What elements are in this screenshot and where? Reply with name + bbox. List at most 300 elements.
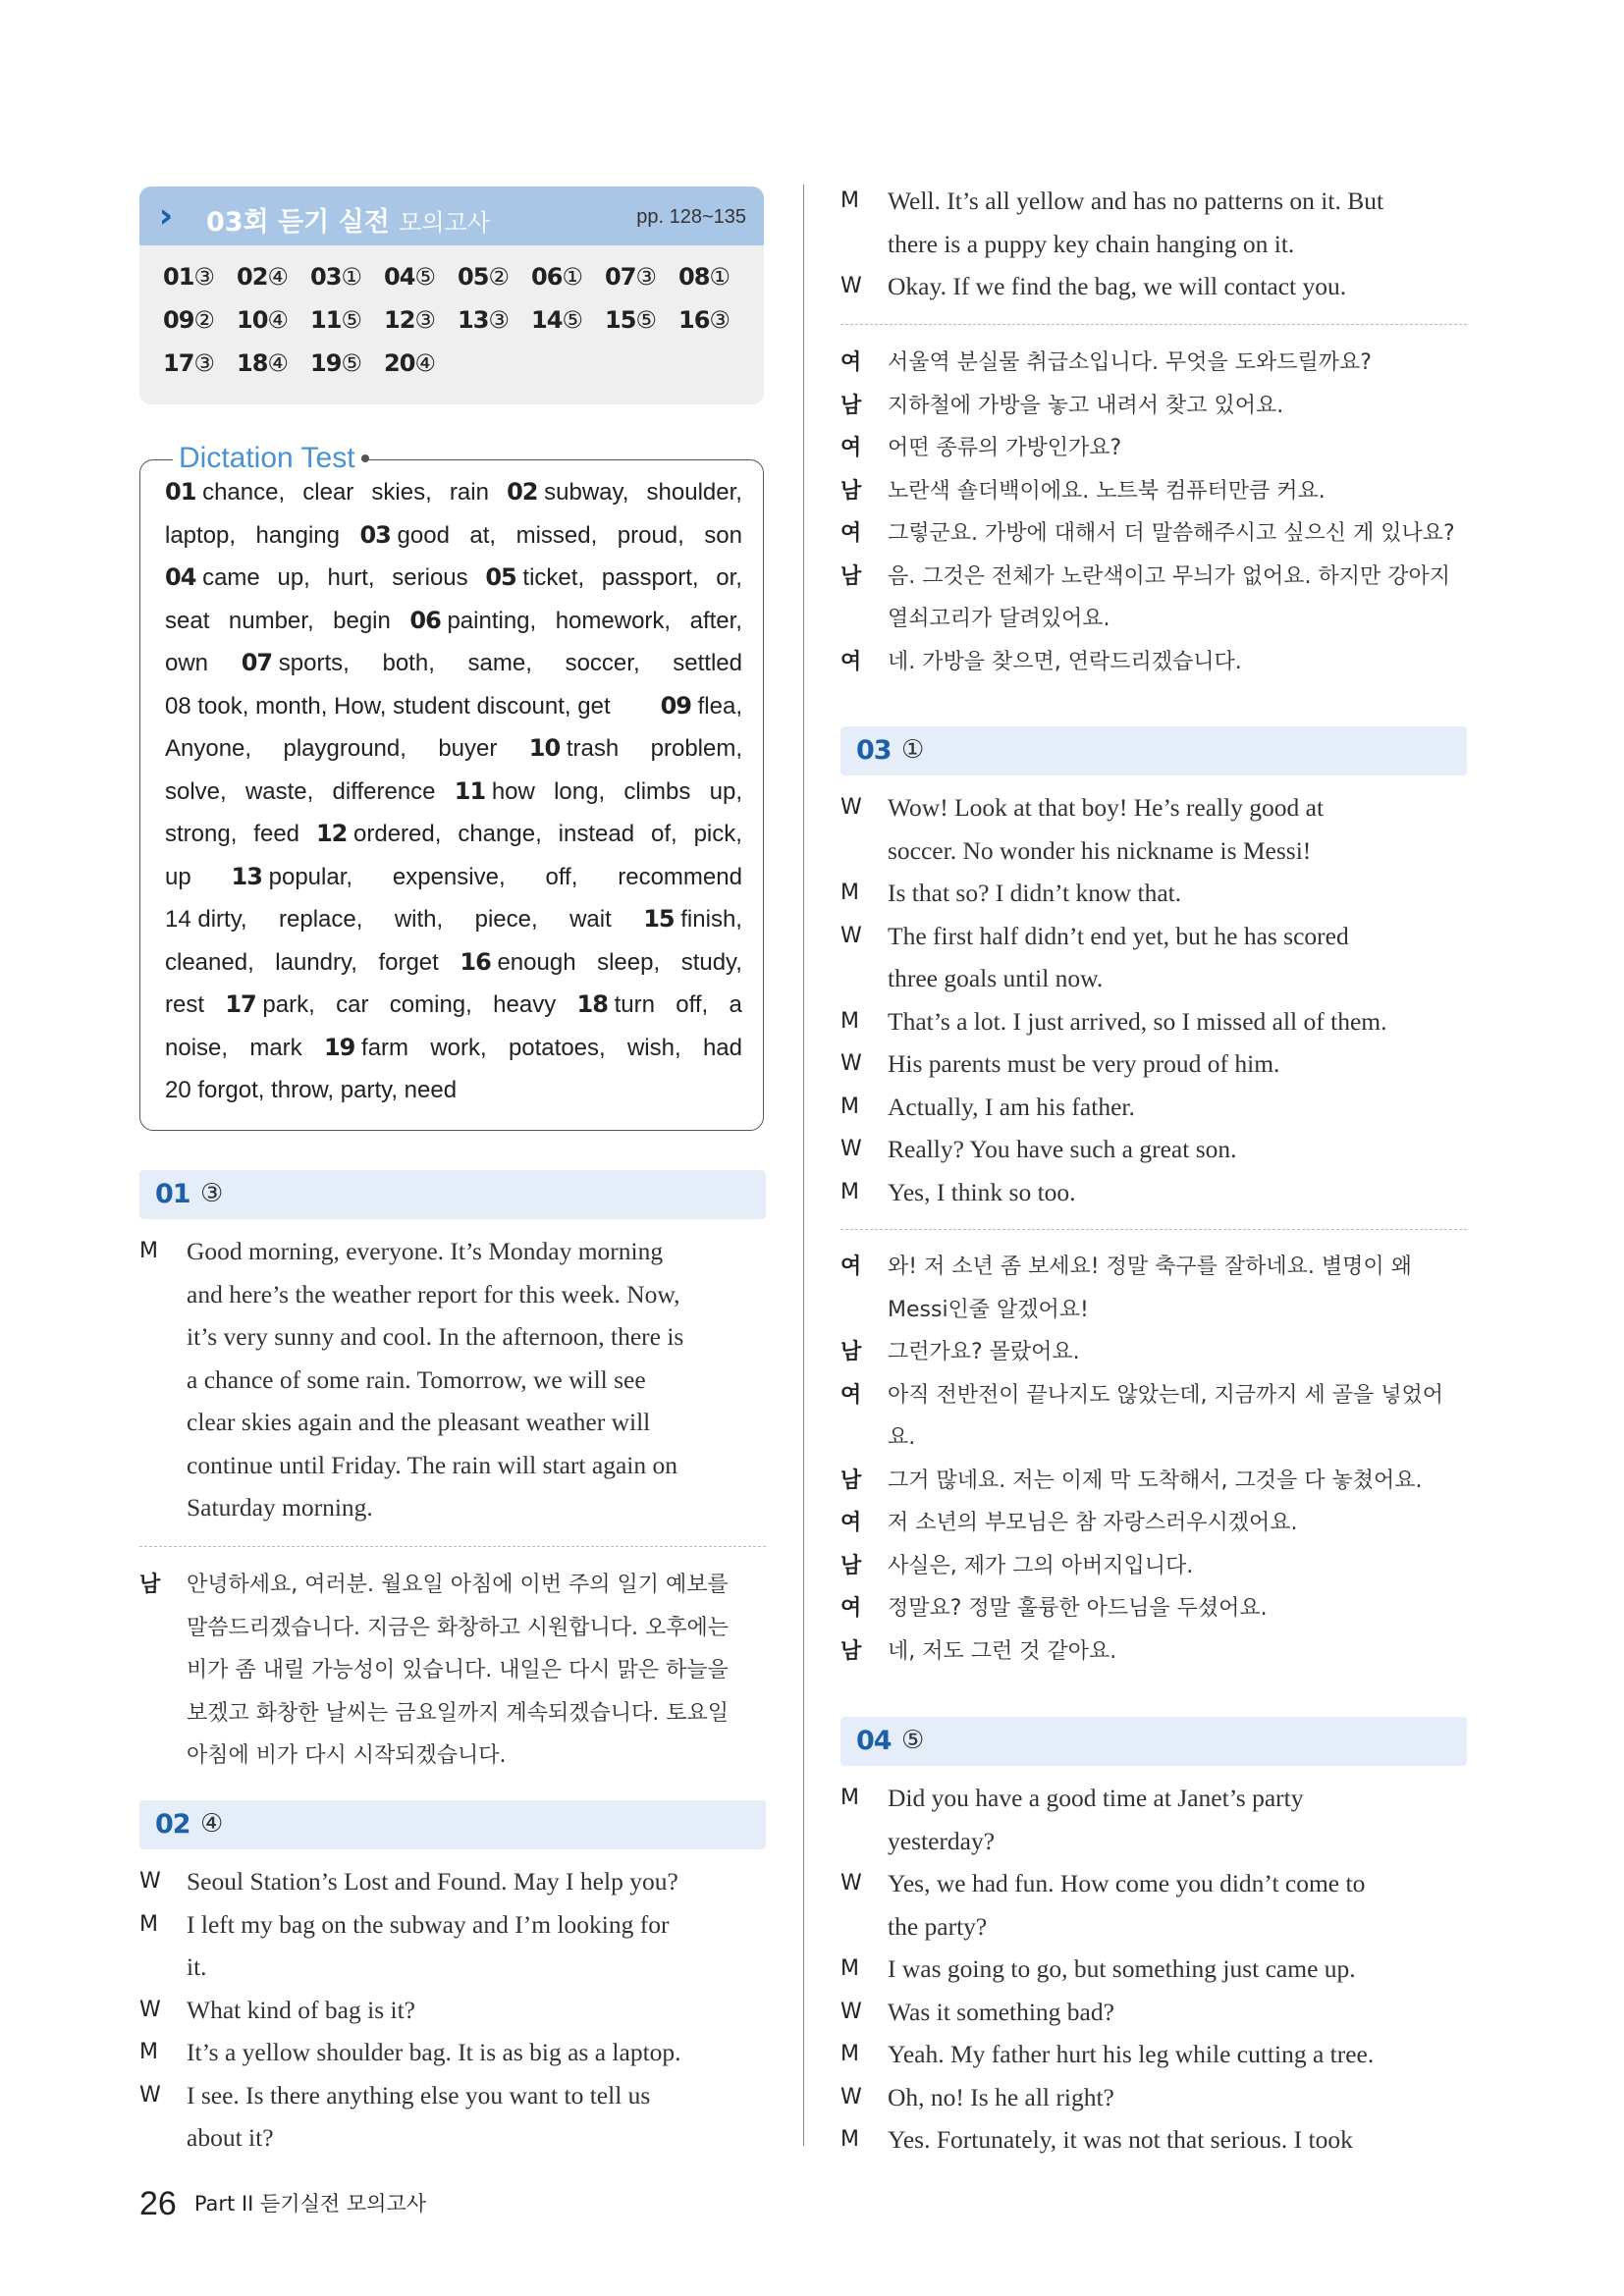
dictation-number: 18 xyxy=(576,990,608,1018)
dictation-line xyxy=(165,856,742,899)
dictation-line xyxy=(165,685,742,728)
dictation-word: rain xyxy=(449,479,489,506)
dialogue-text: His parents must be very proud of him. xyxy=(888,1049,1280,1078)
dictation-word: skies, xyxy=(371,479,432,506)
dictation-line xyxy=(165,771,742,814)
answer-item xyxy=(384,263,458,306)
dictation-word: same, xyxy=(467,650,532,676)
dictation-word: cleaned, xyxy=(165,948,254,976)
answer-item xyxy=(237,349,310,393)
dictation-item xyxy=(316,813,441,856)
answer-item xyxy=(163,263,237,306)
question-number: 06 xyxy=(531,263,563,291)
dialogue-text: That’s a lot. I just arrived, so I missed all of them. xyxy=(888,1006,1387,1036)
dialogue-text: 비가 좀 내릴 가능성이 있습니다. 내일은 다시 맑은 하늘을 xyxy=(187,1658,729,1682)
answer-item xyxy=(458,306,531,349)
answer-item xyxy=(163,349,237,393)
dictation-item xyxy=(577,984,655,1027)
answer-choice: ③ xyxy=(488,306,510,334)
speaker-label: W xyxy=(840,1999,862,2024)
speaker-label: W xyxy=(840,2084,862,2109)
dictation-word: heavy xyxy=(493,991,557,1018)
answer-item xyxy=(384,306,458,349)
dictation-word: serious xyxy=(392,564,468,591)
dictation-word: car xyxy=(336,991,369,1018)
dictation-word: park, xyxy=(255,991,315,1018)
answer-grid xyxy=(163,263,752,393)
dialogue-text: 저 소년의 부모님은 참 자랑스러우시겠어요. xyxy=(888,1511,1298,1535)
dictation-word: difference xyxy=(332,777,436,805)
dictation-word: farm xyxy=(354,1034,409,1061)
dictation-word: pick, xyxy=(693,821,742,847)
dialogue-text: 정말요? 정말 훌륭한 아드님을 두셨어요. xyxy=(888,1596,1268,1621)
dictation-item xyxy=(485,557,584,600)
dialogue-text: three goals until now. xyxy=(888,964,1104,992)
answer-key-title: 03회 듣기 실전 모의고사 xyxy=(206,207,490,238)
dialogue-text: 요. xyxy=(888,1425,916,1450)
answer-choice: ④ xyxy=(267,306,289,334)
speaker-label: M xyxy=(840,1956,859,1981)
answer-item xyxy=(310,263,384,306)
speaker-label: W xyxy=(139,2082,161,2108)
question-number: 10 xyxy=(237,306,268,334)
speaker-label: M xyxy=(840,881,859,905)
question-number: 09 xyxy=(163,306,194,334)
dictation-number: 06 xyxy=(409,606,441,634)
dialogue-text: Well. It’s all yellow and has no patterns on it. But xyxy=(888,187,1384,215)
speaker-label: 남 xyxy=(840,1468,862,1493)
dialogue-text: there is a puppy key chain hanging on it. xyxy=(888,229,1295,258)
dictation-word: work, xyxy=(430,1034,487,1061)
answer-choice: ④ xyxy=(267,349,289,377)
dictation-item xyxy=(359,514,449,558)
dialogue-text: Messi인줄 알겠어요! xyxy=(888,1297,1089,1322)
page-range: pp. 128~135 xyxy=(636,206,746,228)
answer-item xyxy=(237,263,310,306)
dialogue-text: 음. 그것은 전체가 노란색이고 무늬가 없어요. 하지만 강아지 xyxy=(888,563,1450,589)
dialogue-text: 와! 저 소년 좀 보세요! 정말 축구를 잘하네요. 별명이 왜 xyxy=(888,1255,1412,1279)
speaker-label: 남 xyxy=(840,1553,862,1578)
dictation-word: buyer xyxy=(438,735,498,762)
dictation-word: off, xyxy=(545,863,578,890)
speaker-label: M xyxy=(840,1094,859,1119)
question-number: 18 xyxy=(237,349,268,377)
dictation-word: soccer, xyxy=(565,650,640,676)
dictation-word: up xyxy=(165,863,191,890)
dictation-number: 01 xyxy=(165,478,196,506)
dictation-line xyxy=(165,941,742,985)
dictation-word: had xyxy=(702,1034,742,1061)
dialogue-text: Wow! Look at that boy! He’s really good at xyxy=(888,793,1325,822)
dictation-word: wish, xyxy=(626,1034,681,1061)
dictation-number: 12 xyxy=(315,820,348,847)
dialogue-text: 서울역 분실물 취급소입니다. 무엇을 도와드릴까요? xyxy=(888,350,1372,375)
question-header xyxy=(139,1170,766,1219)
dialogue-text: Was it something bad? xyxy=(888,1997,1114,2026)
answer-choice: ⑤ xyxy=(901,1726,925,1755)
dialogue-text: Yes, we had fun. How come you didn’t come to xyxy=(888,1869,1366,1897)
answer-row xyxy=(163,263,752,306)
speaker-label: W xyxy=(840,1871,862,1896)
dictation-line xyxy=(165,813,742,856)
dictation-number: 05 xyxy=(485,563,516,591)
question-number: 03 xyxy=(310,263,342,291)
answer-choice: ② xyxy=(193,306,215,334)
speaker-label: 여 xyxy=(840,521,862,546)
answer-choice: ③ xyxy=(193,263,215,291)
speaker-label: 여 xyxy=(840,1511,862,1535)
dialogue-text: Seoul Station’s Lost and Found. May I help you? xyxy=(187,1867,678,1896)
answer-key-box xyxy=(139,187,764,404)
answer-item xyxy=(605,306,678,349)
dictation-word: up, xyxy=(277,564,310,591)
speaker-label: M xyxy=(139,2040,158,2064)
dictation-number: 11 xyxy=(454,776,486,805)
dictation-word: turn xyxy=(607,991,655,1018)
dialogue-text: about it? xyxy=(187,2123,274,2152)
dictation-word: study, xyxy=(680,948,742,976)
dictation-word: ordered, xyxy=(347,821,442,847)
dictation-word: instead xyxy=(558,821,635,847)
dictation-word: with, xyxy=(394,906,444,933)
dictation-item xyxy=(529,727,619,771)
dialogue-text: the party? xyxy=(888,1911,988,1941)
dialogue-text: clear skies again and the pleasant weather will xyxy=(187,1408,651,1436)
dialogue-text: Saturday morning. xyxy=(187,1493,373,1522)
dictation-line xyxy=(165,557,742,600)
dictation-line xyxy=(165,600,742,643)
dialogue-text: Yes, I think so too. xyxy=(888,1177,1076,1206)
dictation-word: potatoes, xyxy=(508,1034,606,1061)
dictation-number: 10 xyxy=(528,734,561,762)
dictation-word: Anyone, xyxy=(165,735,252,762)
question-number: 04 xyxy=(856,1726,892,1756)
question-header xyxy=(840,1717,1467,1766)
dictation-word: homework, xyxy=(555,607,672,634)
answer-choice: ③ xyxy=(709,306,731,334)
dictation-word: came xyxy=(195,564,260,591)
dictation-number: 13 xyxy=(231,862,262,890)
question-number: 04 xyxy=(384,263,415,291)
speaker-label: M xyxy=(139,1911,158,1937)
question-number: 20 xyxy=(384,349,415,377)
answer-item xyxy=(458,263,531,306)
speaker-label: 여 xyxy=(840,1596,862,1621)
dictation-line xyxy=(165,1027,742,1070)
dictation-word: sleep, xyxy=(597,948,661,976)
dictation-word: 08 took, month, How, student discount, get xyxy=(165,692,611,720)
dictation-word: change, xyxy=(458,821,542,847)
dictation-number: 04 xyxy=(165,563,196,591)
speaker-label: M xyxy=(139,1239,158,1263)
answer-choice: ① xyxy=(341,263,362,291)
question-number: 01 xyxy=(155,1179,190,1209)
dialogue-text: soccer. No wonder his nickname is Messi! xyxy=(888,835,1312,865)
answer-item xyxy=(531,306,605,349)
dialogue-text: 안녕하세요, 여러분. 월요일 아침에 이번 주의 일기 예보를 xyxy=(187,1573,729,1597)
speaker-label: W xyxy=(139,1997,161,2022)
answer-item xyxy=(163,306,237,349)
dialogue-text: and here’s the weather report for this week. Now, xyxy=(187,1279,680,1308)
dictation-word: seat xyxy=(165,607,210,634)
dictation-line xyxy=(165,642,742,685)
dialogue-text: The first half didn’t end yet, but he has scored xyxy=(888,921,1349,950)
dictation-word: enough xyxy=(490,948,576,976)
dictation-line xyxy=(165,984,742,1027)
answer-row xyxy=(163,306,752,349)
speaker-label: M xyxy=(840,188,859,213)
answer-choice: ③ xyxy=(635,263,657,291)
question-number: 17 xyxy=(163,349,194,377)
dialogue-text: 그런가요? 몰랐어요. xyxy=(888,1340,1080,1364)
dictation-word: how xyxy=(485,777,535,805)
dictation-word: wait xyxy=(569,906,612,933)
dictation-number: 03 xyxy=(359,520,391,549)
dictation-item xyxy=(165,471,285,514)
speaker-label: 여 xyxy=(840,436,862,460)
dictation-word: laundry, xyxy=(275,948,357,976)
dictation-word: forget xyxy=(378,948,439,976)
dialogue-text: Really? You have such a great son. xyxy=(888,1135,1237,1163)
dialogue-text: a chance of some rain. Tomorrow, we will see xyxy=(187,1364,646,1394)
answer-choice: ⑤ xyxy=(341,306,362,334)
dialogue-text: 사실은, 제가 그의 아버지입니다. xyxy=(888,1553,1194,1578)
question-number: 03 xyxy=(856,735,892,766)
speaker-label: M xyxy=(840,1179,859,1204)
dictation-word: strong, xyxy=(165,821,238,847)
dictation-word: missed, xyxy=(515,521,598,549)
dialogue-text: Oh, no! Is he all right? xyxy=(888,2082,1114,2111)
speaker-label: M xyxy=(840,1008,859,1034)
answer-choice: ④ xyxy=(414,349,436,377)
speaker-label: M xyxy=(840,2042,859,2066)
answer-item xyxy=(310,306,384,349)
answer-item xyxy=(531,263,605,306)
dialogue-text: 노란색 숄더백이에요. 노트북 컴퓨터만큼 커요. xyxy=(888,478,1326,504)
question-header xyxy=(840,726,1467,775)
dictation-item xyxy=(324,1027,408,1070)
dictation-word: problem, xyxy=(650,735,742,762)
dictation-line xyxy=(165,471,742,514)
dictation-word: flea, xyxy=(690,692,742,720)
dictation-word: own xyxy=(165,650,209,676)
dictation-word: proud, xyxy=(617,521,684,549)
answer-item xyxy=(237,306,310,349)
answer-item xyxy=(384,349,458,393)
dictation-number: 02 xyxy=(507,478,538,506)
question-number: 15 xyxy=(605,306,636,334)
dashed-separator xyxy=(840,1229,1467,1230)
dictation-word: clear xyxy=(302,479,354,506)
dictation-word: painting, xyxy=(440,607,537,634)
dictation-item xyxy=(455,771,535,814)
dictation-word: settled xyxy=(673,650,742,676)
speaker-label: W xyxy=(840,795,862,820)
answer-choice: ③ xyxy=(193,349,215,377)
question-number: 02 xyxy=(155,1809,190,1840)
dialogue-text: It’s a yellow shoulder bag. It is as big as a laptop. xyxy=(187,2038,681,2066)
dictation-word: off, xyxy=(676,991,709,1018)
question-number: 16 xyxy=(678,306,710,334)
speaker-label: 여 xyxy=(840,1255,862,1279)
dictation-item xyxy=(507,471,628,514)
answer-choice: ① xyxy=(901,735,925,765)
speaker-label: M xyxy=(840,1786,859,1810)
dialogue-text: continue until Friday. The rain will start again on xyxy=(187,1450,677,1479)
dictation-number: 17 xyxy=(225,990,256,1018)
dialogue-text: Actually, I am his father. xyxy=(888,1092,1135,1121)
dictation-word: at, xyxy=(469,521,497,549)
answer-choice: ② xyxy=(488,263,510,291)
dialogue-text: 열쇠고리가 달려있어요. xyxy=(888,607,1110,631)
question-header xyxy=(139,1800,766,1849)
dialogue-text: yesterday? xyxy=(888,1826,996,1855)
question-number: 08 xyxy=(678,263,710,291)
dictation-number: 09 xyxy=(660,691,691,720)
speaker-label: 남 xyxy=(840,478,862,504)
speaker-label: W xyxy=(840,274,862,298)
dialogue-text: 네. 가방을 찾으면, 연락드리겠습니다. xyxy=(888,649,1242,674)
question-number: 05 xyxy=(458,263,489,291)
dictation-title-dot xyxy=(361,454,369,462)
dictation-number: 19 xyxy=(323,1033,355,1061)
speaker-label: 남 xyxy=(840,393,862,418)
answer-choice: ⑤ xyxy=(341,349,362,377)
speaker-label: W xyxy=(840,923,862,948)
dialogue-text: 아침에 비가 다시 시작되겠습니다. xyxy=(187,1743,507,1768)
dictation-word: begin xyxy=(333,607,391,634)
dialogue-text: Good morning, everyone. It’s Monday morning xyxy=(187,1237,664,1265)
answer-item xyxy=(310,349,384,393)
dictation-word: ticket, xyxy=(515,564,585,591)
dialogue-text: Yes. Fortunately, it was not that serious. I took xyxy=(888,2125,1353,2154)
question-number: 13 xyxy=(458,306,489,334)
dictation-item xyxy=(661,685,742,728)
dialogue-text: 네, 저도 그런 것 같아요. xyxy=(888,1638,1117,1664)
dictation-word: playground, xyxy=(283,735,406,762)
speaker-label: 남 xyxy=(840,563,862,589)
page-footer xyxy=(139,2185,426,2223)
dictation-line xyxy=(165,514,742,558)
dictation-word: number, xyxy=(228,607,314,634)
answer-choice: ⑤ xyxy=(562,306,583,334)
answer-choice: ③ xyxy=(200,1179,224,1208)
dictation-word: feed xyxy=(253,821,300,847)
answer-choice: ① xyxy=(709,263,731,291)
dictation-line xyxy=(165,898,742,941)
dictation-word: climbs xyxy=(623,777,691,805)
dialogue-text: 보겠고 화창한 날씨는 금요일까지 계속되겠습니다. 토요일 xyxy=(187,1700,730,1726)
dialogue-text: Is that so? I didn’t know that. xyxy=(888,879,1182,907)
dialogue-text: 그렇군요. 가방에 대해서 더 말씀해주시고 싶으신 게 있나요? xyxy=(888,521,1455,546)
answer-choice: ③ xyxy=(414,306,436,334)
dictation-word: expensive, xyxy=(392,863,506,890)
answer-choice: ① xyxy=(562,263,583,291)
dictation-item xyxy=(242,642,350,685)
dictation-line xyxy=(165,727,742,771)
question-number: 12 xyxy=(384,306,415,334)
dictation-word: shoulder, xyxy=(646,479,742,506)
speaker-label: 남 xyxy=(840,1340,862,1364)
dialogue-text: 아직 전반전이 끝나지도 않았는데, 지금까지 세 골을 넣었어 xyxy=(888,1382,1443,1408)
question-number: 02 xyxy=(237,263,268,291)
speaker-label: M xyxy=(840,2127,859,2152)
speaker-label: W xyxy=(840,1051,862,1076)
dictation-word: finish, xyxy=(674,906,742,933)
dictation-word: laptop, xyxy=(165,521,237,549)
dictation-word: replace, xyxy=(279,906,363,933)
dictation-word: mark xyxy=(249,1034,302,1061)
dictation-box xyxy=(139,459,764,1131)
dictation-word: subway, xyxy=(537,479,629,506)
speaker-label: 여 xyxy=(840,350,862,375)
dictation-word: hurt, xyxy=(327,564,375,591)
answer-choice: ⑤ xyxy=(414,263,436,291)
dictation-word: trash xyxy=(560,735,620,762)
question-number: 14 xyxy=(531,306,563,334)
part-label: Part II 듣기실전 모의고사 xyxy=(193,2192,426,2216)
dictation-item xyxy=(460,941,575,985)
dictation-word: rest xyxy=(165,991,205,1018)
answer-item xyxy=(605,263,678,306)
dictation-title: Dictation Test xyxy=(173,442,361,475)
question-number: 01 xyxy=(163,263,194,291)
dictation-word: a xyxy=(729,991,742,1018)
speaker-label: W xyxy=(840,1137,862,1161)
answer-choice: ④ xyxy=(200,1809,224,1839)
dictation-item xyxy=(409,600,536,643)
answer-choice: ⑤ xyxy=(635,306,657,334)
dialogue-text: 말씀드리겠습니다. 지금은 화창하고 시원합니다. 오후에는 xyxy=(187,1615,730,1640)
dialogue-text: Did you have a good time at Janet’s party xyxy=(888,1784,1304,1812)
dictation-word: piece, xyxy=(474,906,538,933)
dictation-word: noise, xyxy=(165,1034,229,1061)
dictation-word: good xyxy=(390,521,450,549)
answer-key-header xyxy=(139,187,764,245)
speaker-label: 남 xyxy=(840,1638,862,1664)
dictation-word: 20 forgot, throw, party, need xyxy=(165,1077,458,1103)
dashed-separator xyxy=(840,324,1467,325)
dictation-number: 15 xyxy=(643,905,675,933)
dictation-word: chance, xyxy=(195,479,286,506)
speaker-label: 남 xyxy=(139,1573,161,1597)
dialogue-text: I left my bag on the subway and I’m looking for xyxy=(187,1909,670,1939)
dialogue-text: 어떤 종류의 가방인가요? xyxy=(888,436,1122,460)
dictation-word: recommend xyxy=(618,863,742,890)
dictation-line xyxy=(165,1069,742,1112)
speaker-label: W xyxy=(139,1869,161,1894)
dictation-word: both, xyxy=(382,650,435,676)
dialogue-text: What kind of bag is it? xyxy=(187,1995,415,2024)
dictation-word: or, xyxy=(716,564,742,591)
speaker-label: 여 xyxy=(840,649,862,674)
page-number: 26 xyxy=(139,2185,177,2222)
column-divider xyxy=(803,185,804,2146)
answer-row xyxy=(163,349,752,393)
dictation-item xyxy=(643,898,742,941)
dictation-word: coming, xyxy=(389,991,472,1018)
dictation-word: solve, xyxy=(165,777,227,805)
dictation-number: 07 xyxy=(241,649,273,676)
dictation-word: hanging xyxy=(255,521,340,549)
answer-item xyxy=(678,263,752,306)
dictation-item xyxy=(232,856,352,899)
dialogue-text: 지하철에 가방을 놓고 내려서 찾고 있어요. xyxy=(888,393,1284,418)
dictation-word: son xyxy=(704,521,742,549)
dialogue-text: it. xyxy=(187,1952,207,1981)
dialogue-text: 그거 많네요. 저는 이제 막 도착해서, 그것을 다 놓쳤어요. xyxy=(888,1468,1423,1493)
question-number: 11 xyxy=(310,306,342,334)
